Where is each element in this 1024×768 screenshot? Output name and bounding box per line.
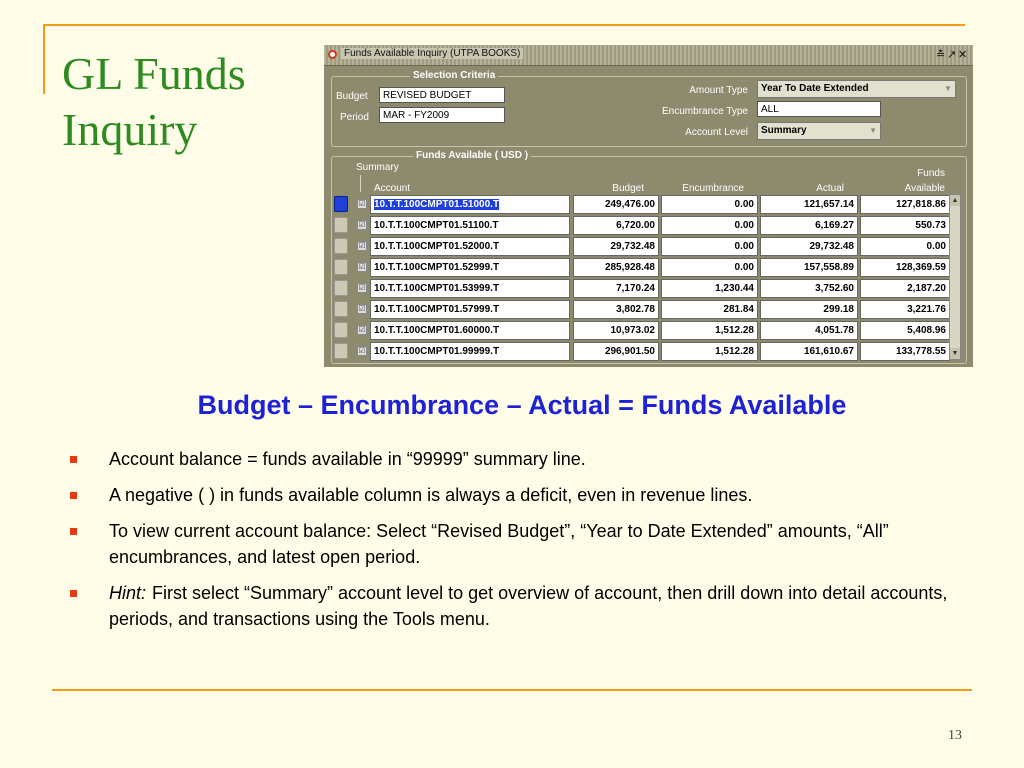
row-selector[interactable] [334, 238, 348, 254]
bullet-item [70, 518, 975, 570]
available-cell[interactable] [860, 258, 950, 277]
funds-available-label: Funds Available ( USD ) [413, 150, 531, 161]
available-cell[interactable] [860, 279, 950, 298]
window-title: Funds Available Inquiry (UTPA BOOKS) [341, 48, 523, 59]
oracle-icon [328, 50, 337, 59]
window-titlebar[interactable] [324, 45, 973, 66]
budget-value: 6,720.00 [616, 220, 655, 231]
summary-checkbox[interactable]: ☑ [358, 283, 366, 292]
summary-checkbox[interactable]: ☑ [358, 325, 366, 334]
page-number: 13 [948, 728, 962, 743]
account-value: 10.T.T.100CMPT01.51000.T [374, 199, 500, 210]
bullet-square-icon [70, 528, 77, 535]
available-cell[interactable] [860, 195, 950, 214]
account-cell[interactable] [370, 195, 570, 214]
actual-cell[interactable] [760, 279, 858, 298]
table-row[interactable] [334, 341, 954, 362]
amount-type-select[interactable] [757, 80, 956, 98]
actual-value: 3,752.60 [815, 283, 854, 294]
selection-criteria-label: Selection Criteria [410, 70, 498, 81]
row-selector[interactable] [334, 259, 348, 275]
bullet-text: To view current account balance: Select “Revised Budget”, “Year to Date Extended” amounts, “All” encumbrances, and latest open period. [109, 521, 889, 567]
summary-checkbox[interactable]: ☑ [358, 346, 366, 355]
amount-type-label: Amount Type [689, 85, 748, 96]
encumbrance-value: 1,512.28 [715, 325, 754, 336]
chevron-down-icon: ▼ [944, 84, 952, 93]
scroll-up-icon[interactable]: ▲ [951, 197, 959, 204]
actual-cell[interactable] [760, 321, 858, 340]
bullet-text: First select “Summary” account level to get overview of account, then drill down into detail accounts, periods, and transactions using the Tools menu. [109, 583, 948, 629]
bullet-item [70, 580, 975, 632]
budget-value: 3,802.78 [616, 304, 655, 315]
actual-column-header: Actual [816, 183, 844, 194]
table-row[interactable] [334, 299, 954, 320]
summary-divider [360, 175, 361, 192]
encumbrance-cell[interactable] [661, 279, 758, 298]
account-value: 10.T.T.100CMPT01.52999.T [374, 262, 500, 273]
account-cell[interactable] [370, 279, 570, 298]
budget-cell[interactable] [573, 216, 659, 235]
bullet-square-icon [70, 456, 77, 463]
table-row[interactable] [334, 257, 954, 278]
maximize-icon[interactable]: ↗ [947, 49, 960, 61]
encumbrance-value: 0.00 [734, 220, 754, 231]
budget-cell[interactable] [573, 279, 659, 298]
amount-type-value: Year To Date Extended [761, 83, 869, 94]
budget-value: 296,901.50 [604, 346, 655, 357]
actual-cell[interactable] [760, 195, 858, 214]
summary-checkbox[interactable]: ☑ [358, 220, 366, 229]
budget-value: 7,170.24 [616, 283, 655, 294]
funds-column-header-bottom: Available [904, 183, 945, 194]
row-selector[interactable] [334, 280, 348, 296]
bullet-item [70, 446, 975, 472]
bullet-list [70, 446, 975, 642]
encumbrance-cell[interactable] [661, 216, 758, 235]
summary-checkbox[interactable]: ☑ [358, 241, 366, 250]
scroll-down-icon[interactable]: ▼ [951, 350, 959, 357]
available-cell[interactable] [860, 237, 950, 256]
budget-field[interactable]: REVISED BUDGET [379, 87, 505, 103]
account-cell[interactable] [370, 237, 570, 256]
encumbrance-cell[interactable] [661, 342, 758, 361]
account-value: 10.T.T.100CMPT01.52000.T [374, 241, 500, 252]
row-selector[interactable] [334, 322, 348, 338]
encumbrance-value: 0.00 [734, 199, 754, 210]
encumbrance-cell[interactable] [661, 321, 758, 340]
actual-value: 121,657.14 [803, 199, 854, 210]
bottom-rule [52, 689, 972, 691]
available-value: 550.73 [915, 220, 946, 231]
budget-cell[interactable] [573, 342, 659, 361]
bullet-text: Account balance = funds available in “99999” summary line. [109, 449, 586, 469]
budget-value: 10,973.02 [610, 325, 655, 336]
actual-cell[interactable] [760, 216, 858, 235]
period-field[interactable]: MAR - FY2009 [379, 107, 505, 123]
budget-column-header: Budget [612, 183, 644, 194]
account-cell[interactable] [370, 300, 570, 319]
bullet-item [70, 482, 975, 508]
actual-value: 29,732.48 [809, 241, 854, 252]
actual-cell[interactable] [760, 342, 858, 361]
budget-value: 285,928.48 [604, 262, 655, 273]
account-value: 10.T.T.100CMPT01.53999.T [374, 283, 500, 294]
available-cell[interactable] [860, 300, 950, 319]
row-selector[interactable] [334, 217, 348, 233]
budget-cell[interactable] [573, 321, 659, 340]
budget-label: Budget [336, 91, 368, 102]
close-icon[interactable]: ✕ [958, 49, 971, 61]
actual-value: 157,558.89 [803, 262, 854, 273]
budget-value: 29,732.48 [610, 241, 655, 252]
encumbrance-cell[interactable] [661, 300, 758, 319]
funds-formula: Budget – Encumbrance – Actual = Funds Available [197, 390, 847, 420]
encumbrance-type-field[interactable]: ALL [757, 101, 881, 117]
available-value: 5,408.96 [907, 325, 946, 336]
funds-column-header-top: Funds [917, 168, 945, 179]
account-cell[interactable] [370, 321, 570, 340]
account-value: 10.T.T.100CMPT01.99999.T [374, 346, 500, 357]
top-rule [43, 24, 965, 26]
encumbrance-value: 0.00 [734, 262, 754, 273]
encumbrance-cell[interactable] [661, 237, 758, 256]
available-value: 0.00 [926, 241, 946, 252]
table-row[interactable] [334, 236, 954, 257]
budget-cell[interactable] [573, 300, 659, 319]
row-selector[interactable] [334, 196, 348, 212]
encumbrance-value: 1,512.28 [715, 346, 754, 357]
encumbrance-column-header: Encumbrance [682, 183, 744, 194]
account-cell[interactable] [370, 216, 570, 235]
row-selector[interactable] [334, 343, 348, 359]
left-rule [43, 24, 45, 94]
actual-cell[interactable] [760, 300, 858, 319]
budget-value: 249,476.00 [604, 199, 655, 210]
table-scrollbar[interactable] [949, 194, 961, 360]
summary-checkbox[interactable]: ☑ [358, 304, 366, 313]
account-value: 10.T.T.100CMPT01.60000.T [374, 325, 500, 336]
summary-checkbox[interactable]: ☑ [358, 262, 366, 271]
actual-value: 4,051.78 [815, 325, 854, 336]
budget-cell[interactable] [573, 258, 659, 277]
encumbrance-cell[interactable] [661, 258, 758, 277]
available-value: 133,778.55 [895, 346, 946, 357]
available-value: 3,221.76 [907, 304, 946, 315]
encumbrance-value: 0.00 [734, 241, 754, 252]
bullet-square-icon [70, 590, 77, 597]
available-value: 128,369.59 [895, 262, 946, 273]
table-row[interactable] [334, 215, 954, 236]
account-level-select[interactable] [757, 122, 881, 140]
account-value: 10.T.T.100CMPT01.57999.T [374, 304, 500, 315]
budget-cell[interactable] [573, 195, 659, 214]
account-level-value: Summary [761, 125, 807, 136]
actual-cell[interactable] [760, 258, 858, 277]
actual-value: 6,169.27 [815, 220, 854, 231]
actual-value: 161,610.67 [803, 346, 854, 357]
encumbrance-value: 1,230.44 [715, 283, 754, 294]
chevron-down-icon: ▼ [869, 126, 877, 135]
available-value: 127,818.86 [895, 199, 946, 210]
minimize-icon[interactable]: ≛ [936, 49, 949, 61]
bullet-text: A negative ( ) in funds available column is always a deficit, even in revenue lines. [109, 485, 753, 505]
actual-cell[interactable] [760, 237, 858, 256]
summary-column-header: Summary [356, 162, 399, 173]
available-cell[interactable] [860, 216, 950, 235]
account-level-label: Account Level [685, 127, 748, 138]
available-cell[interactable] [860, 342, 950, 361]
funds-table [334, 194, 954, 362]
row-selector[interactable] [334, 301, 348, 317]
summary-checkbox[interactable]: ☑ [358, 199, 366, 208]
hint-label: Hint: [109, 583, 147, 603]
encumbrance-cell[interactable] [661, 195, 758, 214]
actual-value: 299.18 [823, 304, 854, 315]
account-column-header: Account [374, 183, 411, 194]
bullet-square-icon [70, 492, 77, 499]
budget-cell[interactable] [573, 237, 659, 256]
account-cell[interactable] [370, 258, 570, 277]
table-row[interactable] [334, 278, 954, 299]
encumbrance-value: 281.84 [723, 304, 754, 315]
available-value: 2,187.20 [907, 283, 946, 294]
account-cell[interactable] [370, 342, 570, 361]
available-cell[interactable] [860, 321, 950, 340]
window-controls [936, 48, 969, 61]
account-value: 10.T.T.100CMPT01.51100.T [374, 220, 499, 231]
table-row[interactable] [334, 320, 954, 341]
funds-inquiry-window [324, 45, 973, 367]
encumbrance-type-label: Encumbrance Type [662, 106, 748, 117]
period-label: Period [340, 112, 369, 123]
table-row[interactable] [334, 194, 954, 215]
slide-title: GL Funds Inquiry [62, 48, 246, 155]
